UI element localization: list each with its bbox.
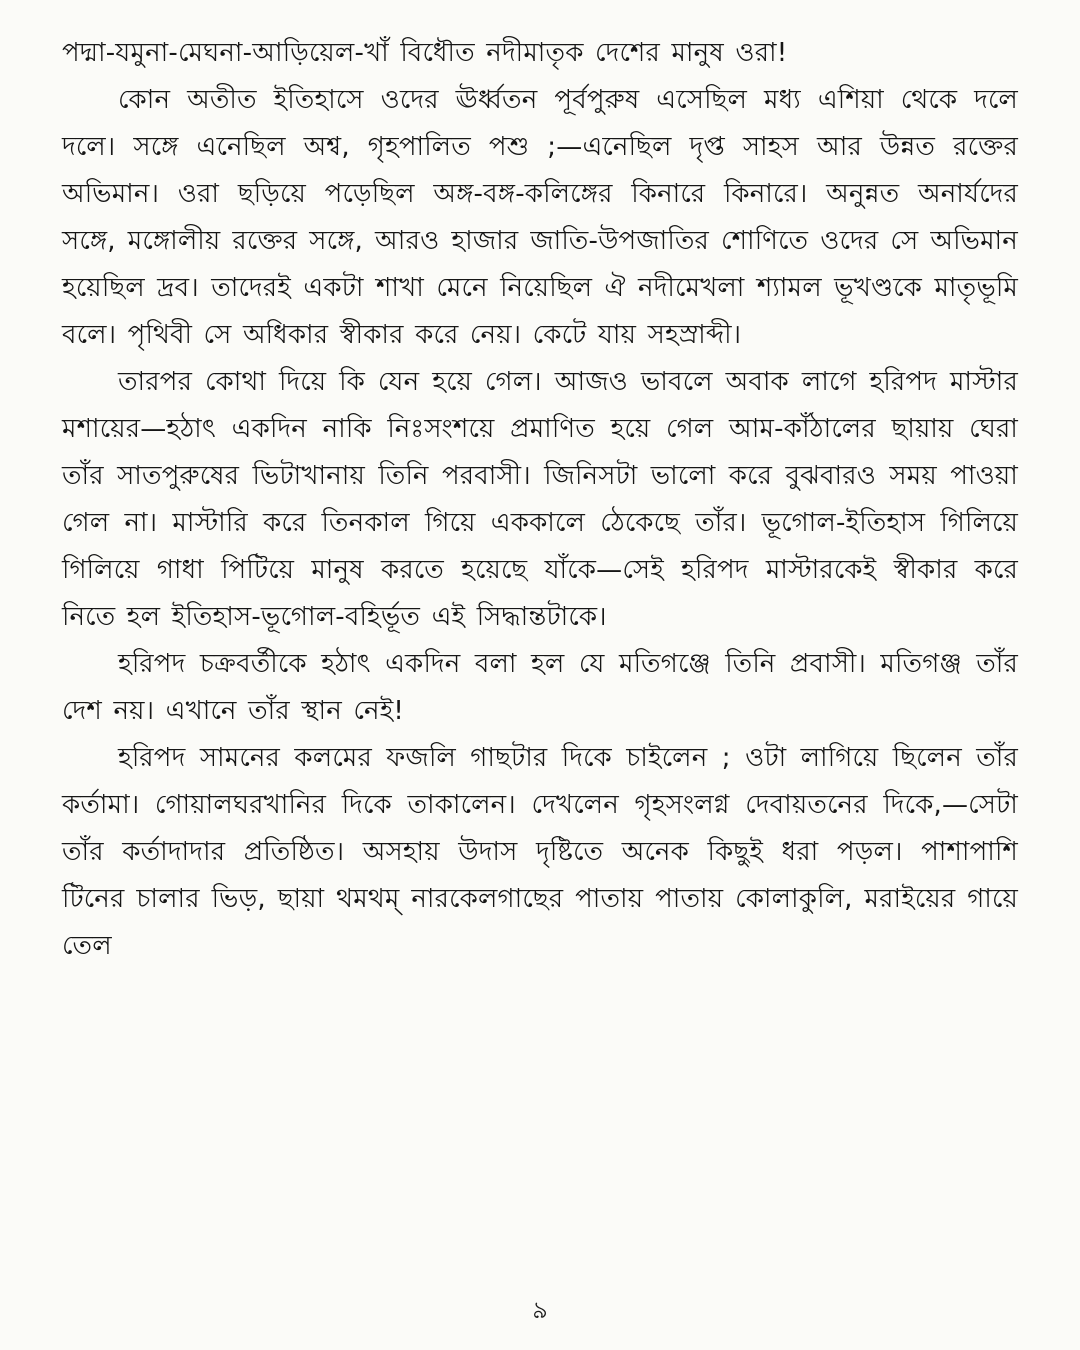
paragraph-2: কোন অতীত ইতিহাসে ওদের ঊর্ধ্বতন পূর্বপুরুষ এসেছিল মধ্য এশিয়া থেকে দলে দলে। সঙ্গে এনেছিল অশ্ব, গৃহপালিত পশু ;—এনেছিল দৃপ্ত সাহস আর উন্নত রক্তের অভিমান। ওরা ছড়িয়ে পড়েছিল অঙ্গ-বঙ্গ-কলিঙ্গের কিনারে কিনারে। অনুন্নত অনার্যদের সঙ্গে, মঙ্গোলীয় রক্তের সঙ্গে, আরও হাজার জাতি-উপজাতির শোণিতে ওদের সে অভিমান হয়েছিল দ্রব। তাদেরই একটা শাখা মেনে নিয়েছিল ঐ নদীমেখলা শ্যামল ভূখণ্ডকে মাতৃভূমি বলে। পৃথিবী সে অধিকার স্বীকার করে নেয়। কেটে যায় সহস্রাব্দী।: [62, 85, 1018, 350]
page-number: ৯: [532, 1296, 548, 1324]
paragraph-1: পদ্মা-যমুনা-মেঘনা-আড়িয়েল-খাঁ বিধৌত নদীমাতৃক দেশের মানুষ ওরা!: [62, 38, 788, 68]
paragraph-3: তারপর কোথা দিয়ে কি যেন হয়ে গেল। আজও ভাবলে অবাক লাগে হরিপদ মাস্টার মশায়ের—হঠাৎ একদিন নাকি নিঃসংশয়ে প্রমাণিত হয়ে গেল আম-কাঁঠালের ছায়ায় ঘেরা তাঁর সাতপুরুষের ভিটাখানায় তিনি পরবাসী। জিনিসটা ভালো করে বুঝবারও সময় পাওয়া গেল না। মাস্টারি করে তিনকাল গিয়ে এককালে ঠেকেছে তাঁর। ভূগোল-ইতিহাস গিলিয়ে গিলিয়ে গাধা পিটিয়ে মানুষ করতে হয়েছে যাঁকে—সেই হরিপদ মাস্টারকেই স্বীকার করে নিতে হল ইতিহাস-ভূগোল-বহির্ভূত এই সিদ্ধান্তটাকে।: [62, 367, 1018, 632]
body-text: [62, 30, 1018, 970]
paragraph-5: হরিপদ সামনের কলমের ফজলি গাছটার দিকে চাইলেন ; ওটা লাগিয়ে ছিলেন তাঁর কর্তামা। গোয়ালঘরখানির দিকে তাকালেন। দেখলেন গৃহসংলগ্ন দেবায়তনের দিকে,—সেটা তাঁর কর্তাদাদার প্রতিষ্ঠিত। অসহায় উদাস দৃষ্টিতে অনেক কিছুই ধরা পড়ল। পাশাপাশি টিনের চালার ভিড়, ছায়া থমথম্ নারকেলগাছের পাতায় পাতায় কোলাকুলি, মরাইয়ের গায়ে তেল: [62, 743, 1018, 961]
paragraph-4: হরিপদ চক্রবর্তীকে হঠাৎ একদিন বলা হল যে মতিগঞ্জে তিনি প্রবাসী। মতিগঞ্জ তাঁর দেশ নয়। এখানে তাঁর স্থান নেই!: [62, 649, 1018, 726]
